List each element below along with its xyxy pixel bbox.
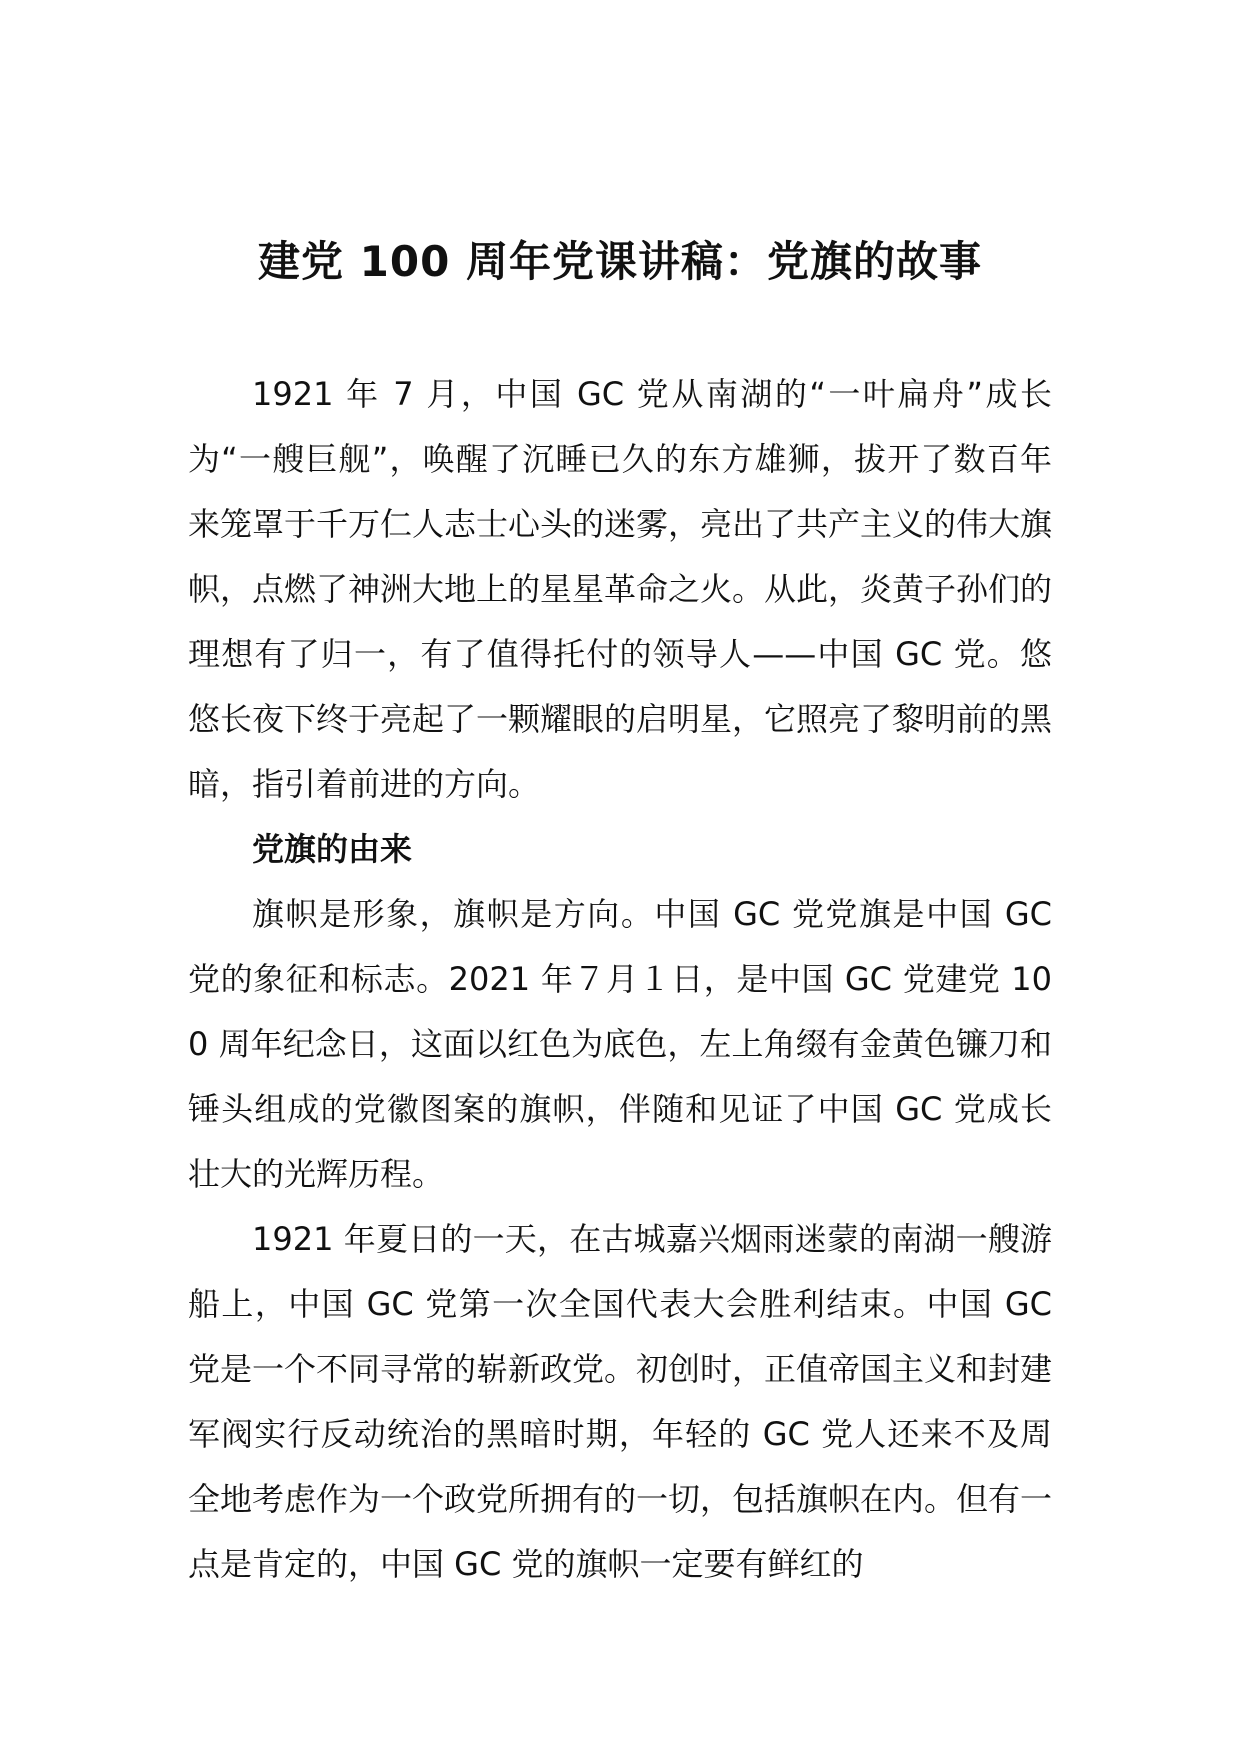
flag-symbol-paragraph: 旗帜是形象，旗帜是方向。中国 GC 党党旗是中国 GC 党的象征和标志。2021 年７月１日，是中国 GC 党建党 100 周年纪念日，这面以红色为底色，左上角缀有金黄色镰刀和锤头组成的党徽图案的旗帜，伴随和见证了中国 GC 党成长壮大的光辉历程。	[188, 895, 1052, 1193]
intro-paragraph: 1921 年 7 月，中国 GC 党从南湖的“一叶扁舟”成长为“一艘巨舰”，唤醒了沉睡已久的东方雄狮，拔开了数百年来笼罩于千万仁人志士心头的迷雾，亮出了共产主义的伟大旗帜，点燃了神洲大地上的星星革命之火。从此，炎黄子孙们的理想有了归一，有了值得托付的领导人——中国 GC 党。悠悠长夜下终于亮起了一颗耀眼的启明星，它照亮了黎明前的黑暗，指引着前进的方向。	[188, 375, 1053, 803]
history-paragraph: 1921 年夏日的一天，在古城嘉兴烟雨迷蒙的南湖一艘游船上，中国 GC 党第一次全国代表大会胜利结束。中国 GC 党是一个不同寻常的崭新政党。初创时，正值帝国主义和封建军阀实行反动统治的黑暗时期，年轻的 GC 党人还来不及周全地考虑作为一个政党所拥有的一切，包括旗帜在内。但有一点是肯定的，中国 GC 党的旗帜一定要有鲜红的	[188, 1220, 1053, 1583]
section-heading: 党旗的由来	[252, 830, 413, 868]
document-body	[188, 362, 1052, 1597]
document-title: 建党 100 周年党课讲稿：党旗的故事	[258, 237, 982, 286]
